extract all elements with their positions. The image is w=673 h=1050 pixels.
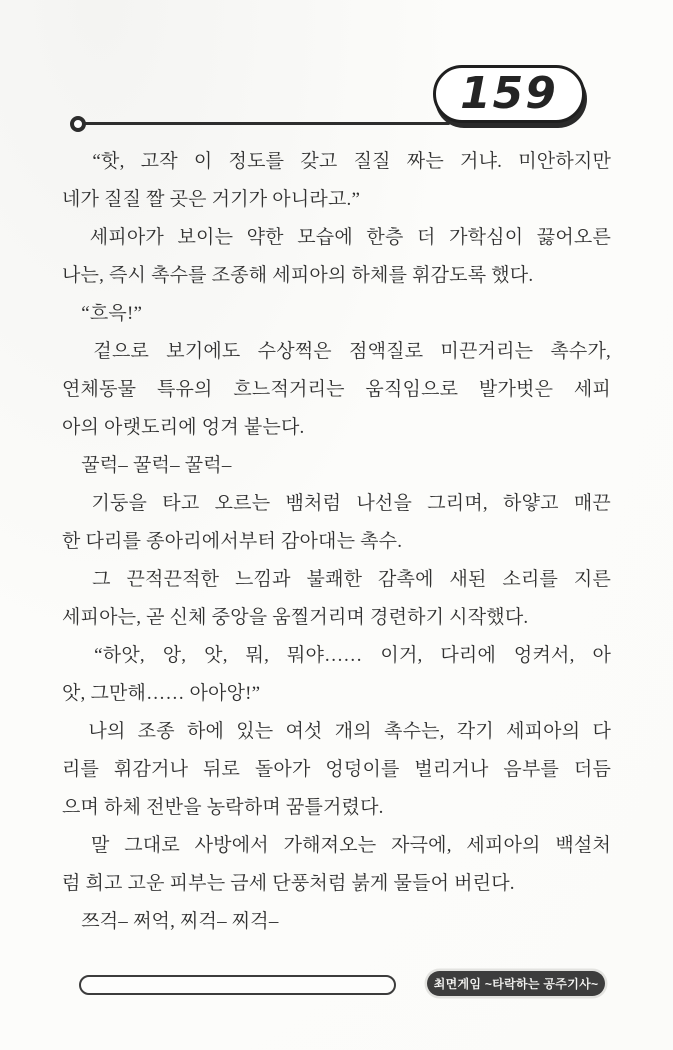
footer-rule-box — [79, 975, 396, 995]
text-line: 세피아는, 곧 신체 중앙을 움찔거리며 경련하기 시작했다. — [62, 607, 529, 628]
text-line: 꿀럭– 꿀럭– 꿀럭– — [62, 455, 232, 476]
page-number-badge — [433, 65, 585, 123]
text-line: 한 다리를 종아리에서부터 감아대는 촉수. — [62, 531, 403, 552]
text-line: “하앗, 앙, 앗, 뭐, 뭐야…… 이거, 다리에 엉켜서, 아 — [62, 645, 611, 666]
text-line: 기둥을 타고 오르는 뱀처럼 나선을 그리며, 하얗고 매끈 — [62, 493, 611, 514]
paragraph — [62, 447, 611, 485]
paragraph — [62, 219, 611, 295]
text-line: 앗, 그만해…… 아아앙!” — [62, 683, 261, 704]
text-line: 겉으로 보기에도 수상쩍은 점액질로 미끈거리는 촉수가, — [62, 341, 611, 362]
paragraph — [62, 561, 611, 637]
text-line: 말 그대로 사방에서 가해져오는 자극에, 세피아의 백설처 — [62, 835, 611, 856]
text-line: 네가 질질 짤 곳은 거기가 아니라고.” — [62, 189, 361, 210]
text-line: 세피아가 보이는 약한 모습에 한층 더 가학심이 끓어오른 — [62, 227, 611, 248]
text-line: 아의 아랫도리에 엉겨 붙는다. — [62, 417, 305, 438]
paragraph — [62, 827, 611, 903]
text-line: “핫, 고작 이 정도를 갖고 질질 짜는 거냐. 미안하지만 — [62, 151, 611, 172]
text-line: 나는, 즉시 촉수를 조종해 세피아의 하체를 휘감도록 했다. — [62, 265, 534, 286]
paragraph — [62, 485, 611, 561]
paragraph — [62, 143, 611, 219]
text-line: 쯔걱– 쩌억, 찌걱– 찌걱– — [62, 911, 279, 932]
paragraph — [62, 637, 611, 713]
text-line: 나의 조종 하에 있는 여섯 개의 촉수는, 각기 세피아의 다 — [62, 721, 611, 742]
page-number: 159 — [460, 67, 558, 119]
paragraph — [62, 333, 611, 447]
paragraph — [62, 295, 611, 333]
text-line: 연체동물 특유의 흐느적거리는 움직임으로 발가벗은 세피 — [62, 379, 611, 400]
text-line: “흐윽!” — [62, 303, 143, 324]
book-title: 최면게임 ~타락하는 공주기사~ — [433, 977, 599, 991]
paragraph — [62, 903, 611, 941]
body-text — [62, 143, 611, 941]
text-line: 으며 하체 전반을 농락하며 꿈틀거렸다. — [62, 797, 384, 818]
header-rule — [84, 122, 450, 125]
text-line: 럼 희고 고운 피부는 금세 단풍처럼 붉게 물들어 버린다. — [62, 873, 515, 894]
text-line: 리를 휘감거나 뒤로 돌아가 엉덩이를 벌리거나 음부를 더듬 — [62, 759, 611, 780]
paragraph — [62, 713, 611, 827]
book-title-badge — [427, 971, 605, 996]
text-line: 그 끈적끈적한 느낌과 불쾌한 감촉에 새된 소리를 지른 — [62, 569, 611, 590]
